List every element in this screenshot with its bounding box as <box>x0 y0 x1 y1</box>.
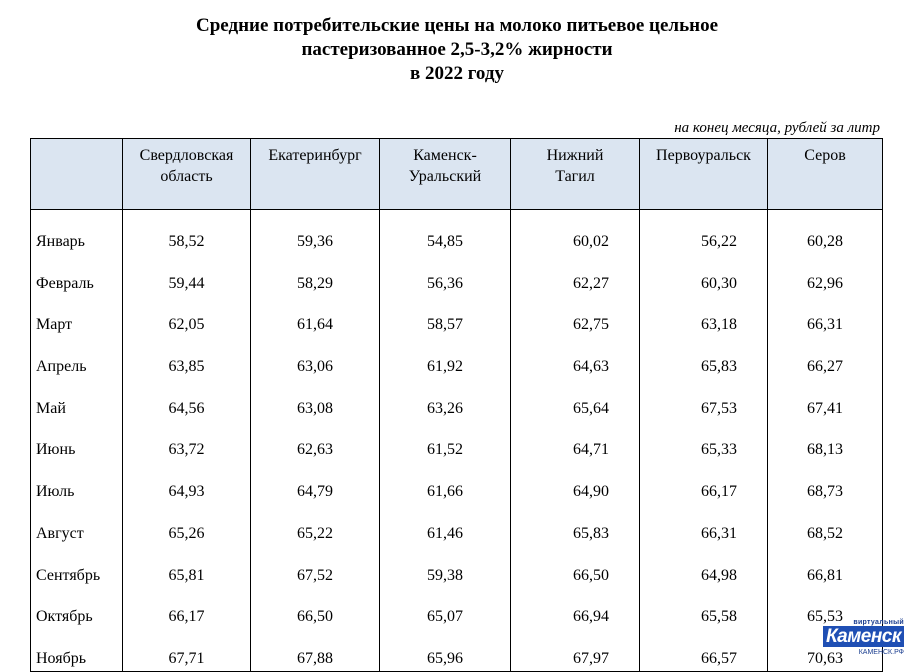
price-cell: 67,71 <box>123 629 251 671</box>
month-cell: Сентябрь <box>31 546 123 588</box>
price-cell: 70,63 <box>768 629 883 671</box>
header-column-1: Свердловская область <box>123 139 251 210</box>
header-month-column <box>31 139 123 210</box>
price-cell: 66,81 <box>768 546 883 588</box>
table-header-row <box>31 139 883 210</box>
table-body <box>31 210 883 672</box>
table-row <box>31 254 883 296</box>
price-cell: 65,83 <box>640 337 768 379</box>
month-cell: Апрель <box>31 337 123 379</box>
month-cell: Ноябрь <box>31 629 123 671</box>
month-cell: Февраль <box>31 254 123 296</box>
month-cell: Июнь <box>31 421 123 463</box>
unit-note: на конец месяца, рублей за литр <box>674 120 880 136</box>
header-column-6: Серов <box>768 139 883 210</box>
price-cell: 61,92 <box>380 337 511 379</box>
price-cell: 66,17 <box>640 462 768 504</box>
price-cell: 68,52 <box>768 504 883 546</box>
price-cell: 56,22 <box>640 210 768 255</box>
price-cell: 66,31 <box>768 296 883 338</box>
price-cell: 60,30 <box>640 254 768 296</box>
watermark-main-text: Каменск <box>823 626 904 647</box>
price-cell: 61,66 <box>380 462 511 504</box>
table-row <box>31 588 883 630</box>
price-cell: 59,38 <box>380 546 511 588</box>
price-cell: 64,90 <box>511 462 640 504</box>
title-line-2: пастеризованное 2,5-3,2% жирности <box>301 39 613 60</box>
price-table <box>30 138 883 672</box>
table-row <box>31 462 883 504</box>
price-cell: 64,63 <box>511 337 640 379</box>
price-cell: 64,79 <box>251 462 380 504</box>
price-cell: 65,22 <box>251 504 380 546</box>
price-cell: 63,72 <box>123 421 251 463</box>
table-row <box>31 337 883 379</box>
table-row <box>31 379 883 421</box>
month-cell: Июль <box>31 462 123 504</box>
price-cell: 59,44 <box>123 254 251 296</box>
price-cell: 62,75 <box>511 296 640 338</box>
price-cell: 66,50 <box>251 588 380 630</box>
price-cell: 64,98 <box>640 546 768 588</box>
header-column-4: Нижний Тагил <box>511 139 640 210</box>
price-cell: 58,52 <box>123 210 251 255</box>
price-cell: 68,13 <box>768 421 883 463</box>
watermark-bottom-text: КАМЕНСК.РФ <box>858 649 904 656</box>
price-cell: 65,26 <box>123 504 251 546</box>
header-column-2: Екатеринбург <box>251 139 380 210</box>
price-cell: 63,06 <box>251 337 380 379</box>
price-cell: 66,94 <box>511 588 640 630</box>
price-cell: 65,07 <box>380 588 511 630</box>
price-cell: 64,56 <box>123 379 251 421</box>
price-cell: 62,27 <box>511 254 640 296</box>
price-cell: 65,96 <box>380 629 511 671</box>
price-cell: 62,63 <box>251 421 380 463</box>
table-row <box>31 210 883 255</box>
price-cell: 67,41 <box>768 379 883 421</box>
price-cell: 59,36 <box>251 210 380 255</box>
price-cell: 54,85 <box>380 210 511 255</box>
price-cell: 65,83 <box>511 504 640 546</box>
header-column-3: Каменск- Уральский <box>380 139 511 210</box>
price-cell: 56,36 <box>380 254 511 296</box>
watermark-logo <box>808 619 904 659</box>
price-cell: 65,58 <box>640 588 768 630</box>
price-cell: 61,52 <box>380 421 511 463</box>
price-cell: 64,93 <box>123 462 251 504</box>
month-cell: Май <box>31 379 123 421</box>
price-cell: 65,53 <box>768 588 883 630</box>
month-cell: Август <box>31 504 123 546</box>
price-cell: 63,08 <box>251 379 380 421</box>
table-row <box>31 629 883 671</box>
title-line-3: в 2022 году <box>410 63 504 84</box>
price-cell: 65,33 <box>640 421 768 463</box>
month-cell: Март <box>31 296 123 338</box>
price-cell: 61,64 <box>251 296 380 338</box>
price-cell: 66,27 <box>768 337 883 379</box>
price-cell: 60,28 <box>768 210 883 255</box>
price-cell: 62,96 <box>768 254 883 296</box>
price-cell: 62,05 <box>123 296 251 338</box>
price-cell: 66,57 <box>640 629 768 671</box>
price-cell: 65,81 <box>123 546 251 588</box>
table-row <box>31 421 883 463</box>
watermark-top-text: виртуальный <box>853 619 904 626</box>
table-row <box>31 504 883 546</box>
price-cell: 60,02 <box>511 210 640 255</box>
price-cell: 61,46 <box>380 504 511 546</box>
price-cell: 58,57 <box>380 296 511 338</box>
price-cell: 63,18 <box>640 296 768 338</box>
month-cell: Октябрь <box>31 588 123 630</box>
price-cell: 67,88 <box>251 629 380 671</box>
table-row <box>31 296 883 338</box>
title-line-1: Средние потребительские цены на молоко питьевое цельное <box>196 15 718 36</box>
document-title <box>0 14 914 86</box>
price-cell: 67,52 <box>251 546 380 588</box>
header-column-5: Первоуральск <box>640 139 768 210</box>
price-cell: 66,31 <box>640 504 768 546</box>
price-cell: 58,29 <box>251 254 380 296</box>
price-cell: 65,64 <box>511 379 640 421</box>
price-cell: 63,26 <box>380 379 511 421</box>
price-cell: 66,50 <box>511 546 640 588</box>
price-cell: 63,85 <box>123 337 251 379</box>
price-cell: 64,71 <box>511 421 640 463</box>
price-cell: 66,17 <box>123 588 251 630</box>
price-cell: 67,53 <box>640 379 768 421</box>
price-cell: 68,73 <box>768 462 883 504</box>
price-cell: 67,97 <box>511 629 640 671</box>
month-cell: Январь <box>31 210 123 255</box>
table-row <box>31 546 883 588</box>
